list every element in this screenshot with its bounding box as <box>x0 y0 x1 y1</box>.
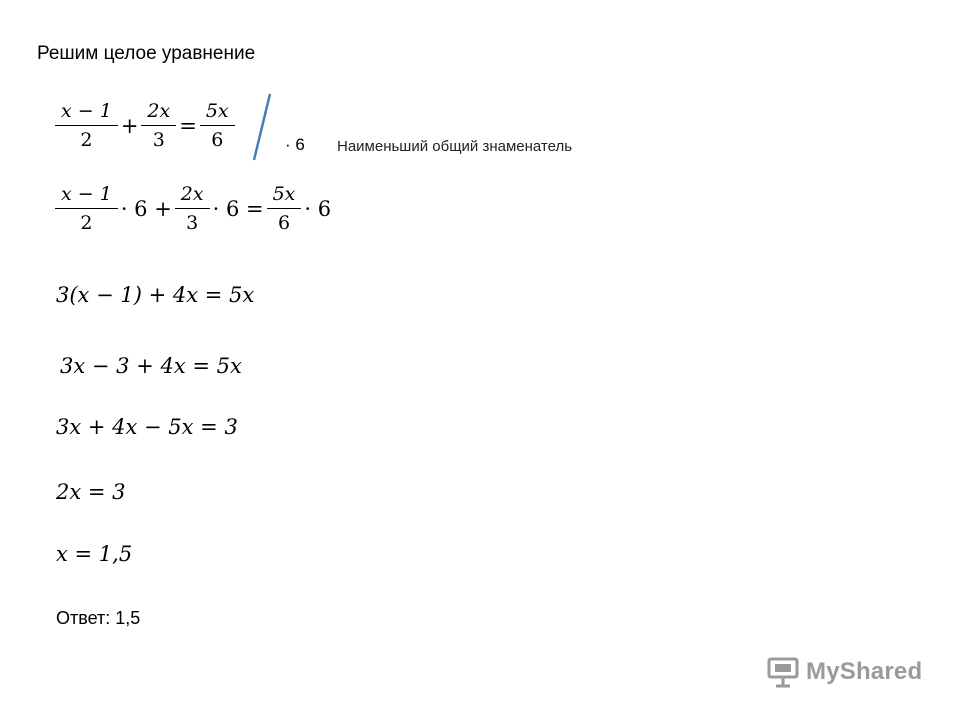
plus-operator: + <box>120 113 139 138</box>
fraction-1 <box>58 100 115 151</box>
equals-operator: = <box>179 113 197 138</box>
equation-step-5: x = 1,5 <box>56 542 133 566</box>
fraction-3-denominator: 6 <box>267 208 302 234</box>
presentation-board-icon <box>766 656 800 688</box>
answer: Ответ: 1,5 <box>56 608 141 628</box>
fraction-2-denominator: 3 <box>175 208 210 234</box>
multiply-plus: · 6 + <box>120 196 172 221</box>
watermark-text: MyShared <box>806 658 923 685</box>
fraction-2 <box>178 183 207 234</box>
multiply-equals: · 6 = <box>212 196 264 221</box>
fraction-1-denominator: 2 <box>55 125 118 151</box>
fraction-2 <box>144 100 173 151</box>
equation-step-1: 3(x − 1) + 4x = 5x <box>56 283 255 307</box>
fraction-2-denominator: 3 <box>141 125 176 151</box>
fraction-3-denominator: 6 <box>200 125 235 151</box>
page-title: Решим целое уравнение <box>37 43 256 64</box>
fraction-1-numerator: x − 1 <box>61 100 112 122</box>
fraction-1 <box>58 183 115 234</box>
equation-multiplied <box>56 183 335 234</box>
multiplier-label: · 6 <box>285 135 305 154</box>
lcd-note: Наименьший общий знаменатель <box>337 138 573 155</box>
fraction-3-numerator: 5x <box>205 100 229 122</box>
equation-step-3: 3x + 4x − 5x = 3 <box>56 415 238 439</box>
equation-step-4: 2x = 3 <box>56 480 126 504</box>
fraction-2-numerator: 2x <box>147 100 171 122</box>
fraction-3 <box>203 100 232 151</box>
watermark <box>766 656 922 688</box>
multiply-six: · 6 <box>304 196 332 221</box>
equation-original <box>56 100 234 151</box>
divider-slash <box>250 92 274 162</box>
fraction-3-numerator: 5x <box>272 183 296 205</box>
fraction-3 <box>270 183 299 234</box>
fraction-1-numerator: x − 1 <box>61 183 112 205</box>
fraction-1-denominator: 2 <box>55 208 118 234</box>
equation-step-2: 3x − 3 + 4x = 5x <box>60 354 242 378</box>
fraction-2-numerator: 2x <box>180 183 204 205</box>
